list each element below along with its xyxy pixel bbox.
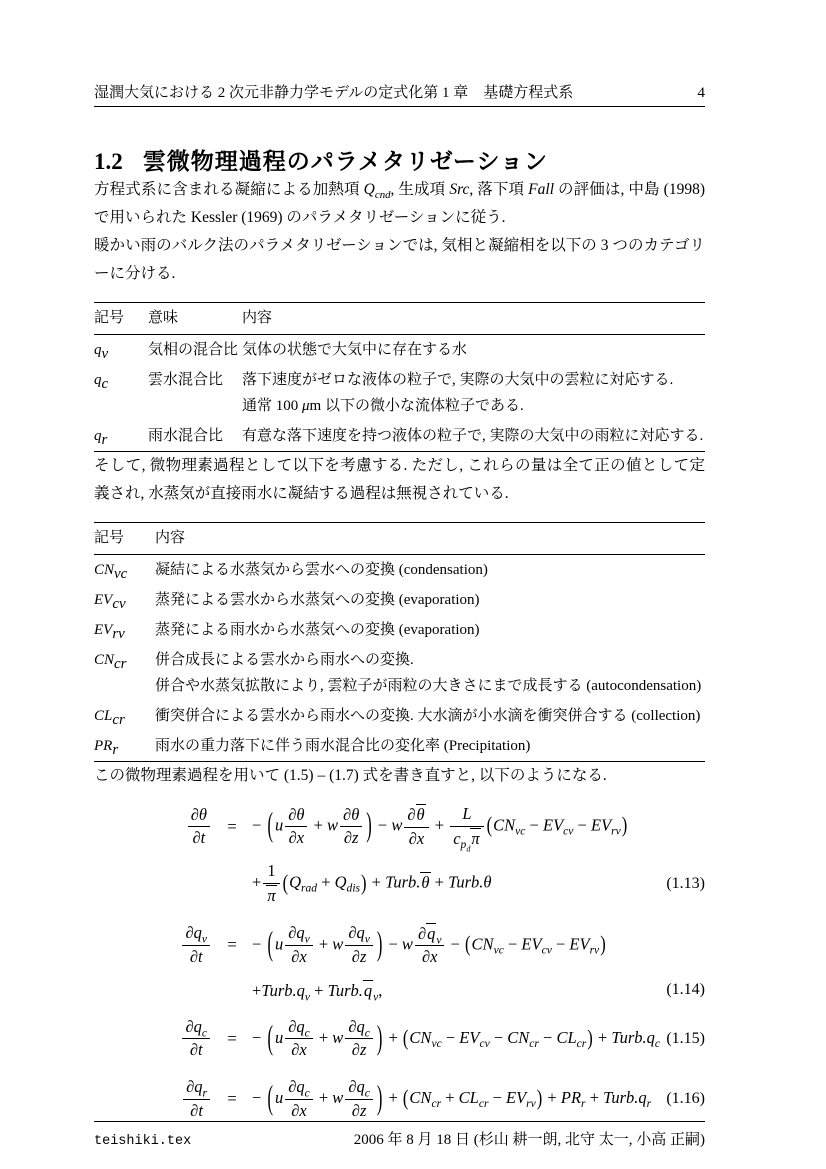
table-row — [94, 335, 705, 366]
page-footer — [94, 1121, 705, 1149]
equation-number: (1.15) — [666, 1029, 705, 1047]
section-title: 雲微物理過程のパラメタリゼーション — [142, 148, 548, 174]
equation-1.14-line2 — [160, 980, 705, 1004]
meaning-cell: 雨水混合比 — [148, 428, 224, 444]
section-number: 1.2 — [94, 149, 123, 174]
table-row — [94, 421, 705, 452]
equation-rhs: + $\frac{1}{\pi}$ $(Q_{rad} + Q_{dis})$ + Turb.θ + Turb.θ — [252, 861, 492, 905]
category-table — [94, 302, 705, 452]
symbol-cell: $q_c$ — [94, 372, 109, 392]
equation-number: (1.16) — [666, 1090, 705, 1108]
symbol-cell: $CN_{vc}$ — [94, 562, 128, 582]
equation-1.14-line1 — [160, 923, 705, 968]
symbol-cell: $q_r$ — [94, 428, 108, 448]
paragraph-intro: 方程式系に含まれる凝縮による加熱項 $Q_{cnd}$, 生成項 Src, 落下項 Fall の評価は, 中島 (1998) で用いられた Kessler (1969) のパラメタリゼーションに従う. — [94, 181, 705, 226]
footer-filename: teishiki.tex — [94, 1134, 192, 1150]
table-row — [94, 365, 705, 421]
equation-rhs: − ( u $\frac{\partial\theta}{\partial x}$ + w $\frac{\partial\theta}{\partial z}$ ) − w $\frac{\partial\theta}{\partial x}$ + L $c_{p_d}\pi$ $(CN_{vc} - EV_{cv} - EV_{rv})$ — [252, 804, 628, 854]
equation-1.16 — [160, 1077, 705, 1121]
description-cell: 有意な落下速度を持つ液体の粒子で, 実際の大気中の雨粒に対応する. — [242, 428, 704, 444]
meaning-cell: 気相の混合比 — [148, 342, 239, 358]
equation-rhs: $+Turb.q_v$ + $Turb.q_v$, — [252, 980, 383, 1004]
equation-rhs: − ( u $\frac{\partial q_c}{\partial x}$ + w $\frac{\partial q_c}{\partial z}$ ) + $(CN_{cr} + CL_{cr} - EV_{rv}) + PR_r$ + $Turb.q_r$ — [252, 1077, 652, 1120]
equation-1.15 — [160, 1017, 705, 1061]
description-cell: 蒸発による雲水から水蒸気への変換 (evaporation) — [155, 592, 480, 608]
meaning-cell: 雲水混合比 — [148, 372, 224, 388]
equals-sign: = — [227, 816, 237, 836]
footer-date-authors: 2006 年 8 月 18 日 (杉山 耕一朗, 北守 太一, 小高 正嗣) — [353, 1132, 705, 1149]
equation-number: (1.14) — [666, 981, 705, 999]
table-row — [94, 645, 705, 701]
process-table — [94, 522, 705, 762]
table-row — [94, 731, 705, 762]
section-heading — [94, 143, 705, 176]
description-cell: 凝結による水蒸気から雲水への変換 (condensation) — [155, 562, 488, 578]
table-row — [94, 555, 705, 586]
column-header-symbol: 記号 — [94, 523, 155, 555]
table-header-row — [94, 523, 705, 555]
description-cell: 落下速度がゼロな液体の粒子で, 実際の大気中の雲粒に対応する. 通常 100 μm 以下の微小な流体粒子である. — [242, 372, 674, 414]
symbol-cell: $EV_{cv}$ — [94, 592, 126, 612]
symbol-cell: $q_v$ — [94, 342, 109, 362]
table-header-row — [94, 303, 705, 335]
paragraph-categories: 暖かい雨のバルク法のパラメタリゼーションでは, 気相と凝縮相を以下の 3 つのカテゴリーに分ける. — [94, 237, 705, 282]
column-header-meaning: 意味 — [148, 303, 242, 335]
symbol-cell: $PR_r$ — [94, 738, 119, 758]
description-cell: 併合成長による雲水から雨水への変換. 併合や水蒸気拡散により, 雲粒子が雨粒の大きさにまで成長する (autocondensation) — [155, 652, 702, 694]
symbol-cell: $CL_{cr}$ — [94, 708, 125, 728]
description-cell: 衝突併合による雲水から雨水への変換. 大水滴が小水滴を衝突併合する (collection) — [155, 708, 701, 724]
equation-lhs: $\partial q_c$ ∂t — [160, 1017, 212, 1061]
table-row — [94, 615, 705, 645]
column-header-description: 内容 — [242, 303, 705, 335]
header-page-number: 4 — [697, 85, 705, 101]
table-row — [94, 585, 705, 615]
description-cell: 気体の状態で大気中に存在する水 — [242, 342, 468, 358]
equation-rhs: − ( u $\frac{\partial q_v}{\partial x}$ + w $\frac{\partial q_v}{\partial z}$ ) − w $\frac{\partial q_v}{\partial x}$ − $(CN_{vc} - EV_{cv} - EV_{rv})$ — [252, 923, 606, 967]
equation-rhs: − ( u $\frac{\partial q_c}{\partial x}$ + w $\frac{\partial q_c}{\partial z}$ ) + $(CN_{vc} - EV_{cv} - CN_{cr} - CL_{cr})$ + $Turb.q_c$ — [252, 1016, 661, 1060]
symbol-cell: $EV_{rv}$ — [94, 622, 125, 642]
equals-sign: = — [227, 1089, 237, 1109]
header-title: 湿潤大気における 2 次元非静力学モデルの定式化第 1 章 基礎方程式系 — [94, 85, 574, 101]
equals-sign: = — [227, 935, 237, 955]
equals-sign: = — [227, 1028, 237, 1048]
column-header-symbol: 記号 — [94, 303, 148, 335]
equation-lhs: $\partial q_r$ ∂t — [160, 1077, 212, 1121]
paragraph-rewrite: この微物理素過程を用いて (1.5) – (1.7) 式を書き直すと, 以下のようになる. — [94, 767, 607, 784]
equation-1.13-line2 — [160, 861, 705, 906]
equation-lhs: $\partial q_v$ ∂t — [160, 923, 212, 967]
table-row — [94, 701, 705, 731]
running-header — [94, 84, 705, 107]
paragraph-processes: そして, 微物理素過程として以下を考慮する. ただし, これらの量は全て正の値として定義され, 水蒸気が直接雨水に凝結する過程は無視されている. — [94, 457, 705, 502]
description-cell: 蒸発による雨水から水蒸気への変換 (evaporation) — [155, 622, 480, 638]
equation-1.13-line1 — [160, 804, 705, 854]
equation-block — [160, 804, 705, 1121]
symbol-cell: $CN_{cr}$ — [94, 652, 127, 672]
equation-lhs: ∂θ ∂t — [160, 805, 212, 849]
equation-number: (1.13) — [666, 874, 705, 892]
description-cell: 雨水の重力落下に伴う雨水混合比の変化率 (Precipitation) — [155, 738, 531, 754]
column-header-description: 内容 — [155, 523, 705, 555]
